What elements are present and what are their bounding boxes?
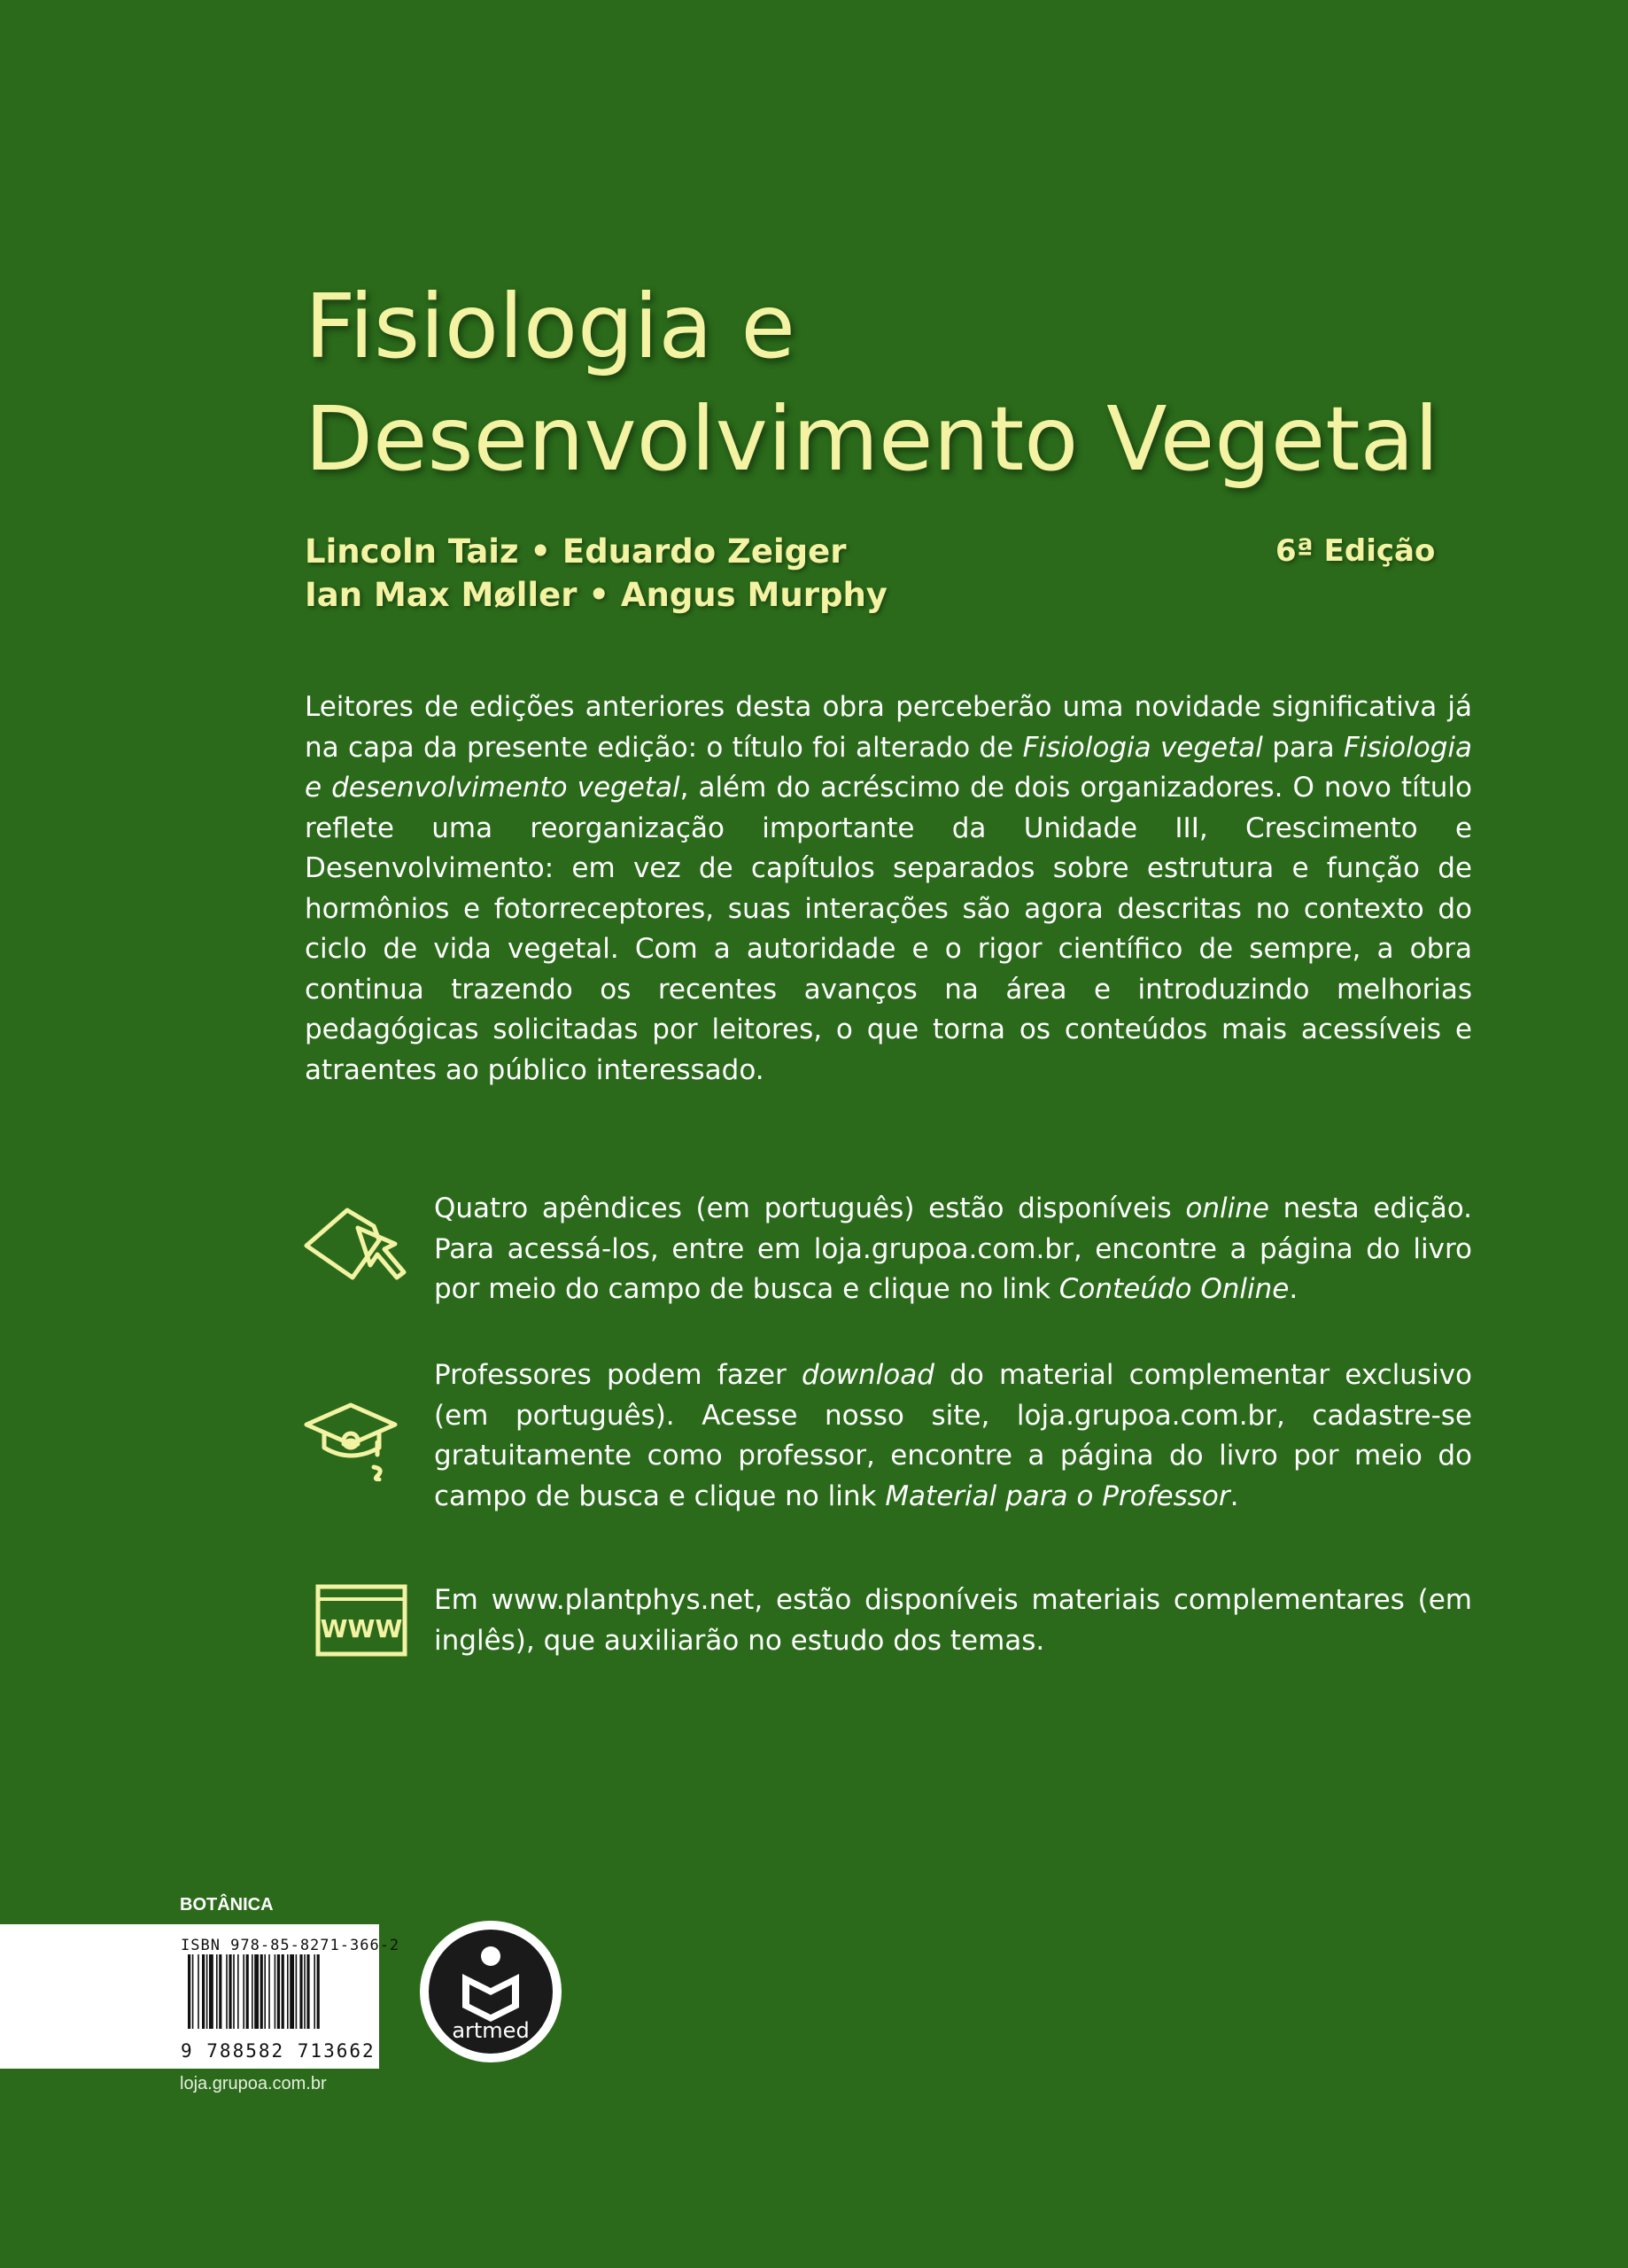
description-text-3: , além do acréscimo de dois organizadores. O novo título reflete uma reorganização importante da Unidade III, Crescimento e Desenvolvimento: em vez de capítulos separados sobre estrutura e função de hormônios e fotorreceptores, suas interações são agora descritas no contexto do ciclo de vida vegetal. Com a autoridade e o rigor científico de sempre, a obra continua trazendo os recentes avanços na área e introduzindo melhorias pedagógicas solicitadas por leitores, o que torna os conteúdos mais acessíveis e atraentes ao público interessado. bbox=[305, 772, 1472, 1086]
book-title bbox=[305, 270, 1545, 495]
feature-1-emphasis-1: online bbox=[1185, 1192, 1269, 1224]
publisher-name: artmed bbox=[452, 2018, 530, 2043]
edition-label: 6ª Edição bbox=[1275, 533, 1436, 569]
artmed-logo bbox=[418, 1919, 563, 2068]
description-emphasis-1: Fisiologia vegetal bbox=[1022, 731, 1263, 764]
feature-website-materials bbox=[434, 1581, 1472, 1661]
description-emphasis-2: Fisiologia e desenvolvimento vegetal bbox=[305, 731, 1473, 804]
feature-2-text-1: Professores podem fazer bbox=[434, 1359, 802, 1391]
book-title-line-2: Desenvolvimento Vegetal bbox=[305, 387, 1439, 491]
feature-3-text-1: Em www.plantphys.net, estão disponíveis materiais complementares (em inglês), que auxiliarão no estudo dos temas. bbox=[434, 1584, 1472, 1657]
barcode-number: 9 788582 713662 bbox=[181, 2040, 376, 2062]
barcode-bars bbox=[188, 1954, 365, 2036]
feature-1-emphasis-2: Conteúdo Online bbox=[1058, 1273, 1290, 1305]
feature-teacher-material bbox=[434, 1355, 1472, 1517]
pointer-click-icon bbox=[301, 1196, 411, 1288]
authors-line-2: Ian Max Møller • Angus Murphy bbox=[305, 576, 888, 614]
authors-line-1: Lincoln Taiz • Eduardo Zeiger bbox=[305, 532, 847, 571]
author-list bbox=[305, 530, 888, 617]
feature-2-emphasis-1: download bbox=[802, 1359, 934, 1391]
www-icon-label: WWW bbox=[320, 1614, 403, 1643]
feature-2-text-2: do material complementar exclusivo (em português). Acesse nosso site, loja.grupoa.com.br, cadastre-se gratuitamente como professor, encontre a página do livro por meio do campo de busca e clique no link bbox=[434, 1359, 1473, 1512]
website-label: loja.grupoa.com.br bbox=[180, 2074, 327, 2093]
feature-1-text-3: . bbox=[1289, 1273, 1299, 1305]
book-title-line-1: Fisiologia e bbox=[305, 275, 795, 378]
www-icon bbox=[315, 1584, 407, 1657]
description-paragraph bbox=[305, 687, 1472, 1091]
description-text-1: Leitores de edições anteriores desta obra perceberão uma novidade significativa já na capa da presente edição: o título foi alterado de bbox=[305, 691, 1472, 764]
feature-1-text-1: Quatro apêndices (em português) estão disponíveis bbox=[434, 1192, 1186, 1224]
category-label: BOTÂNICA bbox=[180, 1895, 274, 1915]
feature-2-text-3: . bbox=[1229, 1480, 1239, 1512]
feature-2-emphasis-2: Material para o Professor bbox=[885, 1480, 1230, 1512]
description-text-2: para bbox=[1262, 731, 1344, 764]
isbn-label: ISBN 978-85-8271-366-2 bbox=[181, 1937, 400, 1954]
graduation-cap-icon bbox=[303, 1393, 400, 1481]
feature-online-appendices bbox=[434, 1189, 1472, 1310]
feature-1-text-2: nesta edição. Para acessá-los, entre em loja.grupoa.com.br, encontre a página do livro por meio do campo de busca e clique no link bbox=[434, 1192, 1472, 1305]
